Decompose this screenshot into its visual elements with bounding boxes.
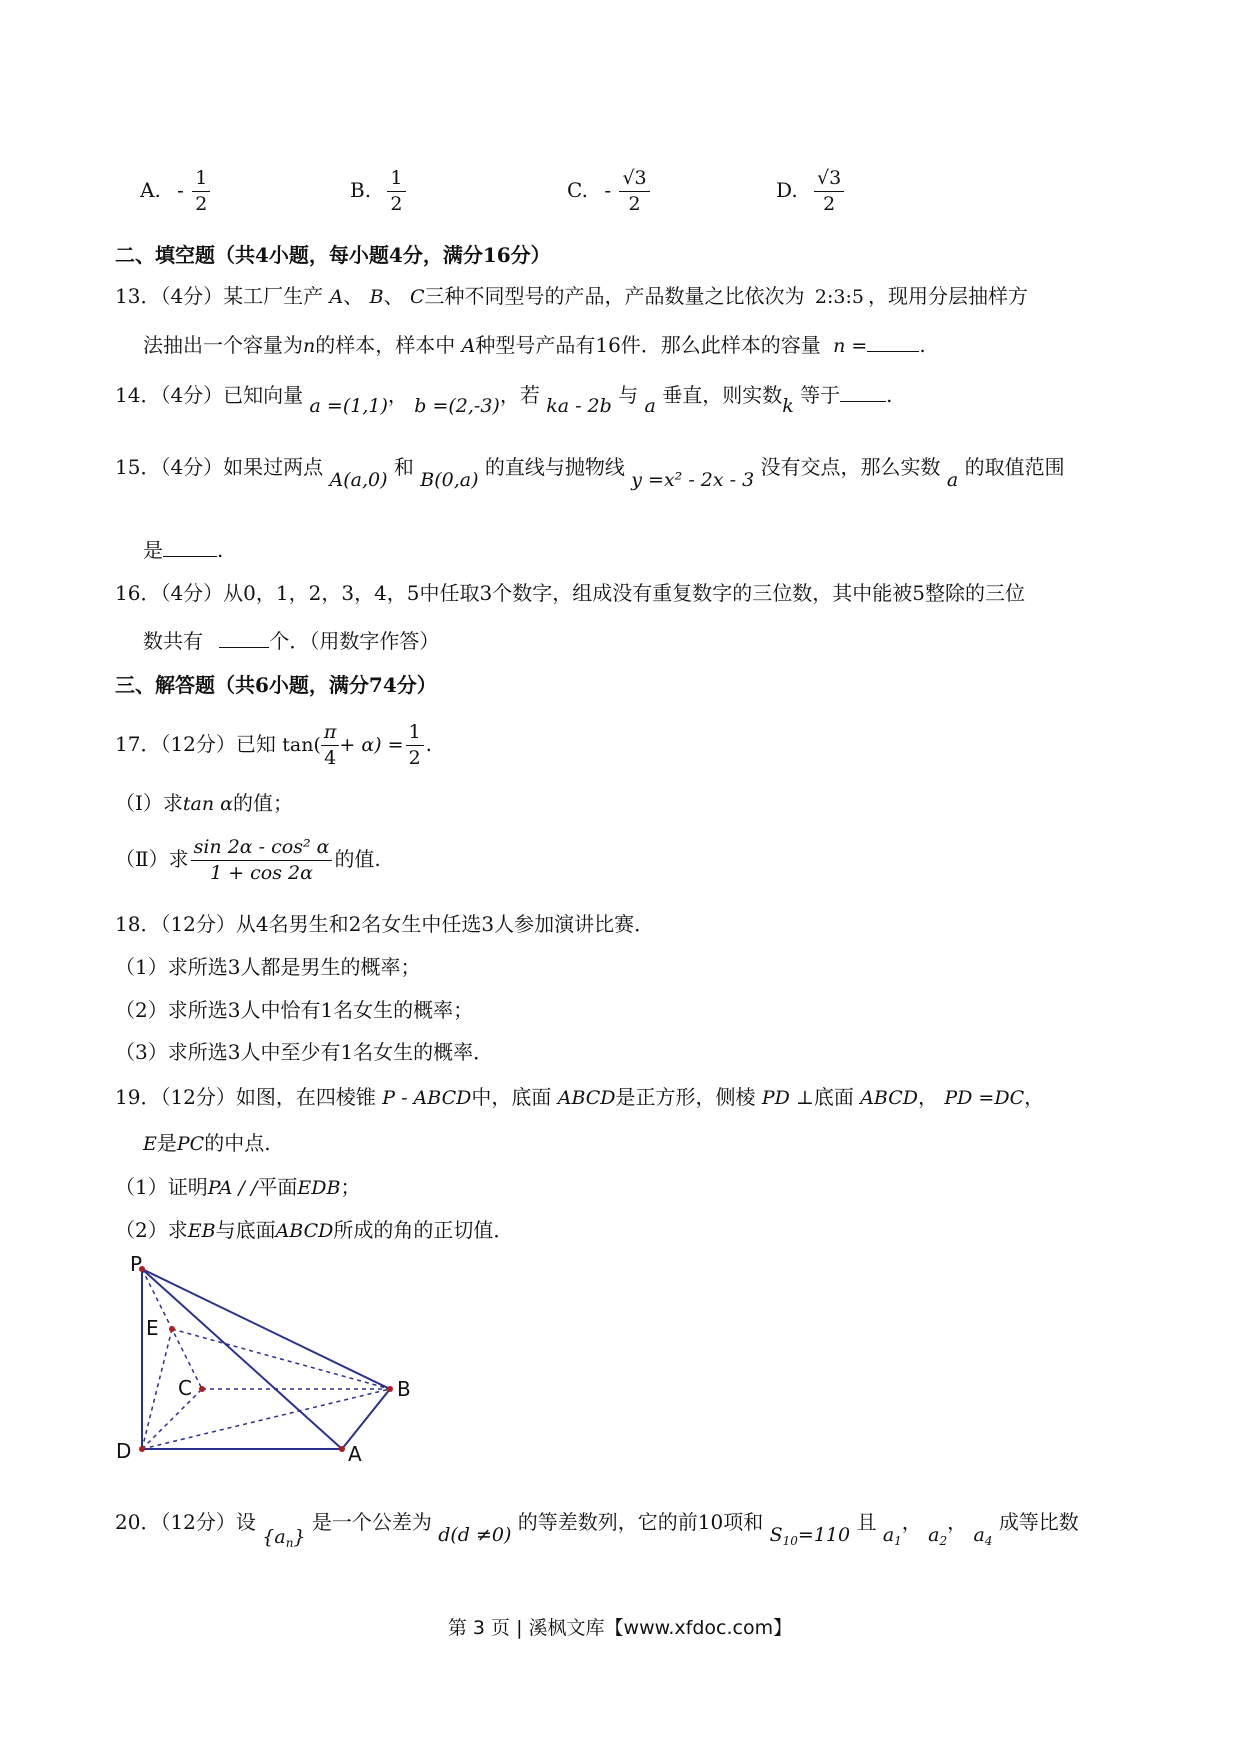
edge-ab xyxy=(342,1389,390,1449)
edge-eb xyxy=(172,1329,390,1389)
point-e xyxy=(169,1326,175,1332)
q14-answer-blank[interactable] xyxy=(840,400,886,402)
option-b-label: B. xyxy=(350,177,372,202)
q18-part2: （2）求所选3人中恰有1名女生的概率； xyxy=(115,998,474,1022)
q17-line: 17．（12分）已知 tan( $\frac{\pi}{4}$ + α) = $\frac{1}{2}$ . xyxy=(115,721,433,769)
dashed-edges xyxy=(142,1269,390,1449)
q19-part1: （1）证明PA / /平面EDB； xyxy=(115,1175,361,1199)
q13-answer-blank[interactable] xyxy=(867,350,919,352)
label-e: E xyxy=(146,1316,159,1340)
q19-line1: 19．（12分）如图，在四棱锥 P - ABCD中，底面 ABCD是正方形，侧棱 PD ⊥底面 ABCD， PD =DC， xyxy=(115,1085,1045,1109)
edge-dc xyxy=(142,1389,202,1449)
label-a: A xyxy=(348,1442,362,1465)
q19-line2: E是PC的中点. xyxy=(143,1131,271,1155)
vertex-points xyxy=(139,1266,393,1452)
option-a xyxy=(140,168,212,215)
option-c-fraction: $\frac{√3}{2}$ xyxy=(619,168,649,215)
pyramid-figure xyxy=(110,1255,430,1465)
option-a-sign: - xyxy=(177,177,184,202)
label-d: D xyxy=(116,1439,132,1463)
option-b xyxy=(350,168,408,215)
option-d-label: D. xyxy=(776,177,798,202)
q17-part1: （Ⅰ）求tan α的值； xyxy=(115,791,293,815)
q15-line1: 15．（4分）如果过两点 A(a,0) 和 B(0,a) 的直线与抛物线 y =x² - 2x - 3 没有交点，那么实数 a 的取值范围 xyxy=(115,455,1065,491)
q18-part1: （1）求所选3人都是男生的概率； xyxy=(115,955,421,979)
option-a-fraction: $\frac{1}{2}$ xyxy=(192,168,210,215)
q13-line2: 法抽出一个容量为n的样本，样本中 A种型号产品有16件．那么此样本的容量 n = . xyxy=(143,333,926,357)
point-b xyxy=(387,1386,393,1392)
edge-pa xyxy=(142,1269,342,1449)
q18-line: 18．（12分）从4名男生和2名女生中任选3人参加演讲比赛． xyxy=(115,912,655,936)
q17-part2: （Ⅱ）求 $\frac{\text{sin 2α - cos² α}}{1 + \cos 2\alpha}$ 的值. xyxy=(115,836,381,884)
q13-line1: 13．（4分）某工厂生产 A、 B、 C三种不同型号的产品，产品数量之比依次为 2:3:5 ，现用分层抽样方 xyxy=(115,284,1028,308)
page-footer: 第 3 页 | 溪枫文库【www.xfdoc.com】 xyxy=(447,1617,793,1639)
q16-line2: 数共有 个．（用数字作答） xyxy=(143,629,440,653)
point-d xyxy=(139,1446,145,1452)
option-d-fraction: $\frac{√3}{2}$ xyxy=(814,168,844,215)
q18-part3: （3）求所选3人中至少有1名女生的概率． xyxy=(115,1040,494,1064)
label-p: P xyxy=(130,1255,143,1276)
option-a-label: A. xyxy=(140,177,161,202)
q16-answer-blank[interactable] xyxy=(219,646,269,648)
option-d xyxy=(776,168,846,215)
solid-edges xyxy=(142,1269,390,1449)
option-c-sign: - xyxy=(604,177,612,202)
q19-part2: （2）求EB与底面ABCD所成的角的正切值． xyxy=(115,1218,514,1242)
section-2-title: 二、填空题（共4小题，每小题4分，满分16分） xyxy=(115,243,551,267)
edge-pb xyxy=(142,1269,390,1389)
option-c-label: C. xyxy=(567,177,588,202)
q15-answer-blank[interactable] xyxy=(163,555,217,557)
q15-line2: 是 . xyxy=(143,538,224,562)
section-3-title: 三、解答题（共6小题，满分74分） xyxy=(115,673,437,697)
option-c xyxy=(567,168,652,215)
edge-ed xyxy=(142,1329,172,1449)
point-a xyxy=(339,1446,345,1452)
option-b-fraction: $\frac{1}{2}$ xyxy=(387,168,405,215)
q20-line: 20．（12分）设 $\{a_n\}$ 是一个公差为 d(d ≠0) 的等差数列，它的前10项和 $S_{10}=110$ 且 $a_1$， $a_2$， $a_4$ 成等比数 xyxy=(115,1510,1079,1550)
label-b: B xyxy=(397,1377,411,1401)
q14-line: 14．（4分）已知向量 a =(1,1)， b =(2,-3)，若 ka - 2b 与 a 垂直，则实数k 等于 . xyxy=(115,383,893,417)
q16-line1: 16．（4分）从0，1，2，3，4，5中任取3个数字，组成没有重复数字的三位数，其中能被5整除的三位 xyxy=(115,581,1025,605)
label-c: C xyxy=(178,1376,192,1400)
point-c xyxy=(199,1386,205,1392)
